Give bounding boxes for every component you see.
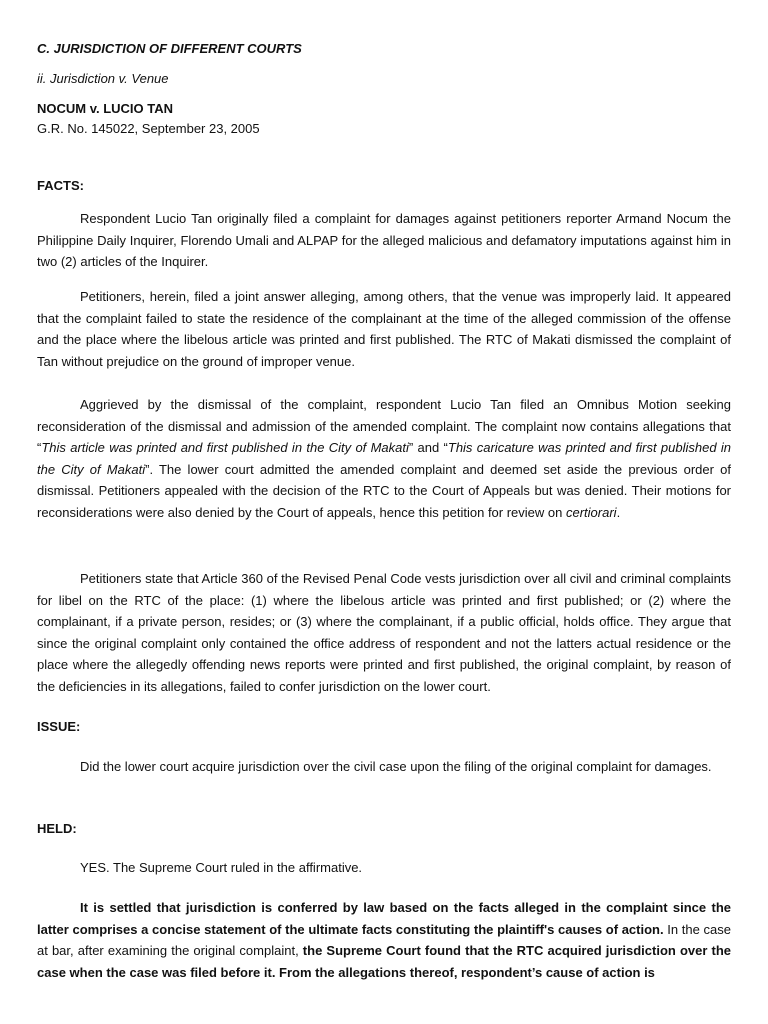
facts-heading: FACTS:	[37, 178, 84, 193]
held-p2-text-b: In the case at bar, after examining the original complaint,	[37, 921, 731, 959]
facts-p3-certiorari: certiorari	[565, 504, 617, 520]
facts-p3-text-a: Aggrieved by the dismissal of the complaint, respondent Lucio Tan filed an Omnibus Motion seeking reconsideration of the dismissal and admission of the amended complaint. The complaint now contains allegations that “	[37, 397, 731, 456]
subsection-title: ii. Jurisdiction v. Venue	[37, 71, 169, 86]
facts-paragraph-4: Petitioners state that Article 360 of the Revised Penal Code vests jurisdiction over all civil and criminal complaints for libel on the RTC of the place: (1) where the libelous article was printed and first published; or (2) where the complainant, if a private person, resides; or (3) where the complainant, if a public official, holds office. They argue that since the original complaint only contained the office address of respondent and not the latters actual residence or the place where the allegedly offending news reports were printed and first published, the original complaint, by reason of the deficiencies in its allegations, failed to confer jurisdiction on the lower court.	[37, 571, 731, 694]
facts-p3-text-c: ” and “	[408, 440, 448, 456]
section-title: C. JURISDICTION OF DIFFERENT COURTS	[37, 41, 302, 56]
facts-p3-quote-1: This article was printed and first published in the City of Makati	[41, 440, 409, 456]
issue-heading: ISSUE:	[37, 719, 81, 734]
facts-p3-quote-2: This caricature was printed and first published in the City of Makati	[37, 440, 731, 477]
held-p2-bold-a: It is settled that jurisdiction is conferred by law based on the facts alleged in the complaint since the latter comprises a concise statement of the ultimate facts constituting the plaintiff's causes of action.	[37, 900, 731, 937]
issue-paragraph: Did the lower court acquire jurisdiction over the civil case upon the filing of the original complaint for damages.	[80, 759, 712, 774]
facts-paragraph-3	[37, 394, 731, 524]
held-p2-bold-c: the Supreme Court found that the RTC acquired jurisdiction over the case when the case was filed before it. From the allegations thereof, respondent’s cause of action is	[37, 943, 732, 980]
case-title: NOCUM v. LUCIO TAN	[37, 101, 174, 116]
held-paragraph-2	[37, 897, 731, 983]
facts-p3-text-g: .	[616, 504, 621, 520]
facts-p3-text-e: ”. The lower court admitted the amended complaint and deemed set aside the previous order of dismissal. Petitioners appealed with the decision of the RTC to the Court of Appeals but was denied. Their motions for reconsiderations were also denied by the Court of appeals, hence this petition for review on	[37, 461, 731, 520]
held-paragraph-1: YES. The Supreme Court ruled in the affirmative.	[80, 860, 363, 875]
case-reference: G.R. No. 145022, September 23, 2005	[37, 121, 260, 136]
held-heading: HELD:	[37, 821, 77, 836]
facts-paragraph-2: Petitioners, herein, filed a joint answer alleging, among others, that the venue was improperly laid. It appeared that the complaint failed to state the residence of the complainant at the time of the alleged commission of the offense and the place where the libelous article was printed and first published. The RTC of Makati dismissed the complaint of Tan without prejudice on the ground of improper venue.	[37, 289, 731, 369]
facts-paragraph-1: Respondent Lucio Tan originally filed a complaint for damages against petitioners reporter Armand Nocum the Philippine Daily Inquirer, Florendo Umali and ALPAP for the alleged malicious and defamatory imputations against him in two (2) articles of the Inquirer.	[37, 211, 731, 270]
